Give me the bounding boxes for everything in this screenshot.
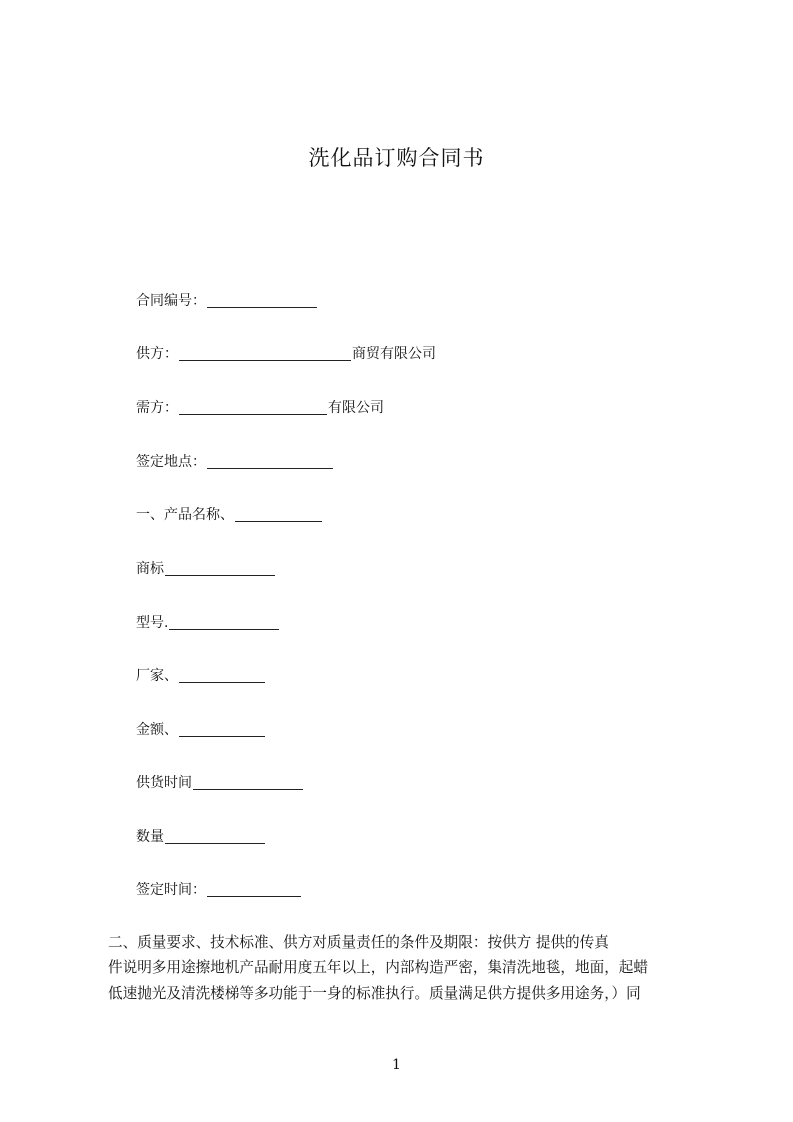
amount-field bbox=[136, 720, 266, 740]
trademark-label: 商标 bbox=[136, 561, 164, 577]
contract-number-field bbox=[136, 291, 318, 311]
document-title: 洗化品订购合同书 bbox=[308, 146, 485, 170]
sign-place-blank bbox=[207, 454, 333, 469]
quality-clause-line-1: 二、质量要求、技术标准、供方对质量责任的条件及期限：按供方 提供的传真 bbox=[108, 934, 609, 951]
product-name-field bbox=[136, 505, 323, 525]
contract-number-label: 合同编号： bbox=[136, 293, 206, 309]
amount-label: 金额、 bbox=[136, 722, 178, 738]
buyer-blank bbox=[179, 400, 327, 415]
trademark-field bbox=[136, 559, 276, 579]
model-blank bbox=[169, 615, 279, 630]
quantity-blank bbox=[165, 829, 265, 844]
sign-place-label: 签定地点： bbox=[136, 454, 206, 470]
supplier-suffix: 商贸有限公司 bbox=[352, 346, 436, 362]
delivery-time-blank bbox=[193, 775, 303, 790]
amount-blank bbox=[179, 722, 265, 737]
buyer-field bbox=[136, 398, 384, 418]
quality-clause-line-2: 件说明多用途擦地机产品耐用度五年以上，内部构造严密，集清洗地毯，地面，起蜡 bbox=[108, 959, 648, 976]
buyer-label: 需方： bbox=[136, 400, 178, 416]
model-field bbox=[136, 613, 280, 633]
sign-place-field bbox=[136, 452, 334, 472]
supplier-label: 供方： bbox=[136, 346, 178, 362]
delivery-time-field bbox=[136, 773, 304, 793]
manufacturer-blank bbox=[179, 668, 265, 683]
supplier-field bbox=[136, 344, 436, 364]
contract-number-blank bbox=[207, 293, 317, 308]
manufacturer-label: 厂家、 bbox=[136, 668, 178, 684]
delivery-time-label: 供货时间 bbox=[136, 775, 192, 791]
manufacturer-field bbox=[136, 666, 266, 686]
product-name-label: 一、产品名称、 bbox=[136, 507, 234, 523]
quantity-label: 数量 bbox=[136, 829, 164, 845]
trademark-blank bbox=[165, 561, 275, 576]
page-number: 1 bbox=[392, 1057, 401, 1073]
sign-time-field bbox=[136, 880, 302, 900]
model-label: 型号. bbox=[136, 615, 169, 631]
quality-clause-line-3: 低速抛光及清洗楼梯等多功能于一身的标准执行。质量满足供方提供多用途务，）同 bbox=[108, 985, 641, 1002]
product-name-blank bbox=[235, 507, 322, 522]
supplier-blank bbox=[179, 346, 351, 361]
buyer-suffix: 有限公司 bbox=[328, 400, 384, 416]
sign-time-blank bbox=[207, 882, 301, 897]
sign-time-label: 签定时间： bbox=[136, 882, 206, 898]
quantity-field bbox=[136, 827, 266, 847]
